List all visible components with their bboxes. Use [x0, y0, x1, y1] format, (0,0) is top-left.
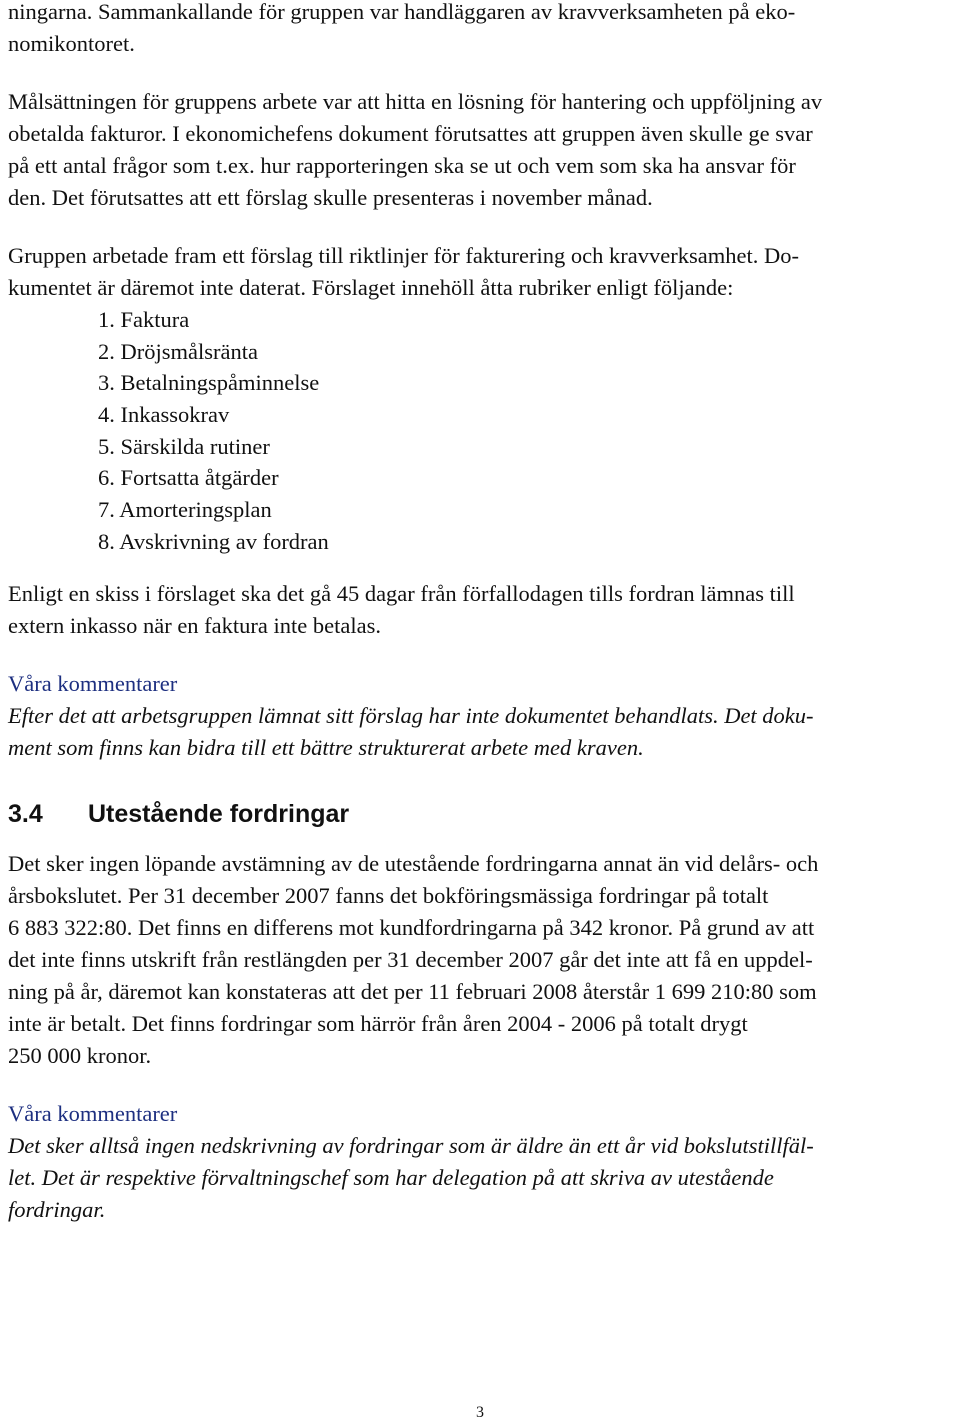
paragraph-goal: [8, 86, 954, 214]
text-line: obetalda fakturor. I ekonomichefens dokument förutsattes att gruppen även skulle ge svar: [8, 121, 813, 146]
text-line: Målsättningen för gruppens arbete var att hitta en lösning för hantering och uppföljning av: [8, 89, 823, 114]
paragraph-sketch: [8, 578, 954, 642]
paragraph-proposal: [8, 240, 954, 304]
comment-block-1: [8, 668, 954, 764]
text-line: det inte finns utskrift från restlängden per 31 december 2007 går det inte att få en uppdel-: [8, 946, 813, 972]
section-title: Utestående fordringar: [88, 799, 350, 828]
comment-text-line: let. Det är respektive förvaltningschef som har delegation på att skriva av utestående: [8, 1164, 774, 1190]
comment-text-line: fordringar.: [8, 1196, 106, 1222]
text-line: ning på år, däremot kan konstateras att det per 11 februari 2008 återstår 1 699 210:80 som: [8, 978, 817, 1004]
page-number: 3: [476, 1404, 484, 1421]
text-line: årsbokslutet. Per 31 december 2007 fanns det bokföringsmässiga fordringar på totalt: [8, 882, 769, 908]
text-line: 6 883 322:80. Det finns en differens mot kundfordringarna på 342 kronor. På grund av att: [8, 914, 815, 940]
comment-heading: Våra kommentarer: [8, 670, 178, 696]
list-item: 6. Fortsatta åtgärder: [98, 465, 279, 491]
text-line: Det sker ingen löpande avstämning av de utestående fordringarna annat än vid delårs- och: [8, 850, 819, 876]
text-line: den. Det förutsattes att ett förslag skulle presenteras i november månad.: [8, 185, 653, 210]
comment-heading: Våra kommentarer: [8, 1100, 178, 1126]
list-item: 5. Särskilda rutiner: [98, 433, 270, 459]
text-line: inte är betalt. Det finns fordringar som härrör från åren 2004 - 2006 på totalt drygt: [8, 1010, 748, 1036]
comment-text-line: Det sker alltså ingen nedskrivning av fordringar som är äldre än ett år vid bokslutstillfäl-: [8, 1132, 814, 1158]
list-item: 3. Betalningspåminnelse: [98, 370, 320, 396]
paragraph-outstanding: [8, 848, 954, 1072]
list-item: 7. Amorteringsplan: [98, 497, 272, 523]
section-heading: [8, 794, 954, 834]
text-line: Enligt en skiss i förslaget ska det gå 45 dagar från förfallodagen tills fordran lämnas till: [8, 580, 795, 606]
document-page: [8, 0, 954, 1226]
text-line: ningarna. Sammankallande för gruppen var handläggaren av kravverksamheten på eko-: [8, 0, 796, 24]
comment-text-line: Efter det att arbetsgruppen lämnat sitt förslag har inte dokumentet behandlats. Det doku-: [8, 702, 814, 728]
text-line: kumentet är däremot inte daterat. Förslaget innehöll åtta rubriker enligt följande:: [8, 275, 734, 300]
section-number: 3.4: [8, 799, 43, 828]
paragraph-intro: [8, 0, 954, 60]
list-item: 1. Faktura: [98, 307, 190, 332]
comment-block-2: [8, 1098, 954, 1226]
text-line: 250 000 kronor.: [8, 1042, 152, 1068]
text-line: Gruppen arbetade fram ett förslag till riktlinjer för fakturering och kravverksamhet. Do-: [8, 243, 799, 268]
comment-text-line: ment som finns kan bidra till ett bättre strukturerat arbete med kraven.: [8, 734, 644, 760]
text-line: extern inkasso när en faktura inte betalas.: [8, 612, 381, 638]
text-line: nomikontoret.: [8, 31, 135, 56]
rubric-list: [8, 304, 954, 558]
list-item: 8. Avskrivning av fordran: [98, 528, 329, 554]
list-item: 2. Dröjsmålsränta: [98, 338, 258, 364]
list-item: 4. Inkassokrav: [98, 402, 230, 428]
text-line: på ett antal frågor som t.ex. hur rapporteringen ska se ut och vem som ska ha ansvar för: [8, 153, 796, 178]
